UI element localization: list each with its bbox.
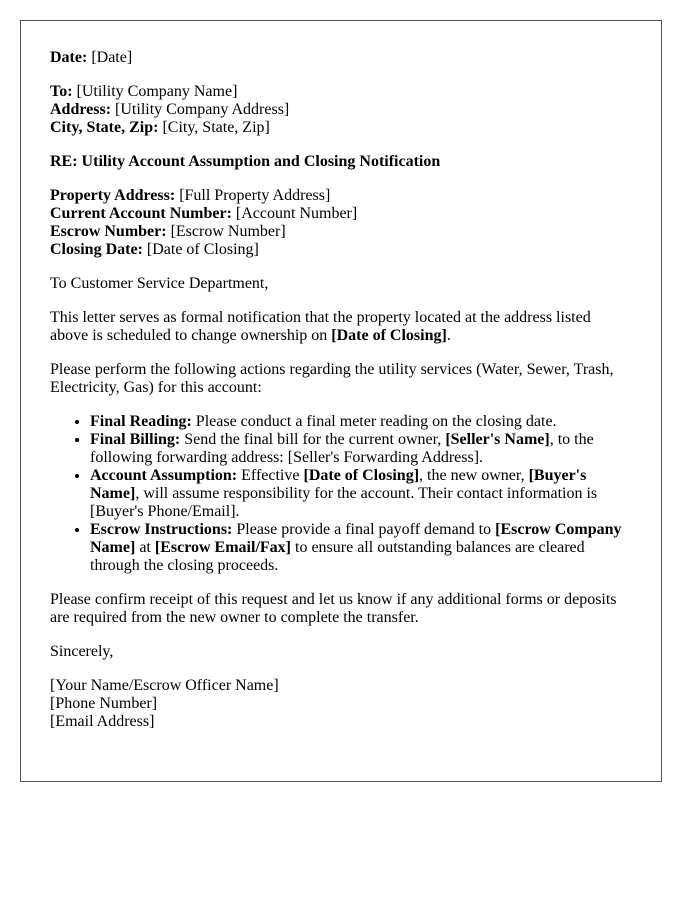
list-item: • Escrow Instructions: Please provide a final payoff demand to [Escrow Company Name] at [Escrow Email/Fax] to ensure all outstanding balances are cleared through the closing proceeds. — [90, 521, 632, 575]
subject-line: RE: Utility Account Assumption and Closing Notification — [50, 153, 441, 170]
signature-block: [Your Name/Escrow Officer Name] [Phone Number] [Email Address] — [50, 677, 279, 730]
list-item: • Final Reading: Please conduct a final meter reading on the closing date. — [90, 413, 632, 431]
date-line: Date: [Date] — [50, 49, 133, 66]
action-list — [50, 413, 632, 575]
closing-paragraph: Please confirm receipt of this request and let us know if any additional forms or deposits are required from the new owner to complete the transfer. — [50, 591, 617, 626]
list-item: • Final Billing: Send the final bill for the current owner, [Seller's Name], to the following forwarding address: [Seller's Forwarding Address]. — [90, 431, 632, 467]
intro-paragraph: This letter serves as formal notification that the property located at the address listed above is scheduled to change ownership on [Date of Closing]. — [50, 309, 591, 344]
signoff: Sincerely, — [50, 643, 114, 660]
salutation: To Customer Service Department, — [50, 275, 269, 292]
list-item: • Account Assumption: Effective [Date of Closing], the new owner, [Buyer's Name], will assume responsibility for the account. Their contact information is [Buyer's Phone/Email]. — [90, 467, 632, 521]
letter — [20, 20, 662, 782]
request-paragraph: Please perform the following actions regarding the utility services (Water, Sewer, Trash, Electricity, Gas) for this account: — [50, 361, 614, 396]
details-block: Property Address: [Full Property Address] Current Account Number: [Account Number] Escrow Number: [Escrow Number] Closing Date: [Date of Closing] — [50, 187, 358, 258]
recipient-block: To: [Utility Company Name] Address: [Utility Company Address] City, State, Zip: [City, State, Zip] — [50, 83, 290, 136]
